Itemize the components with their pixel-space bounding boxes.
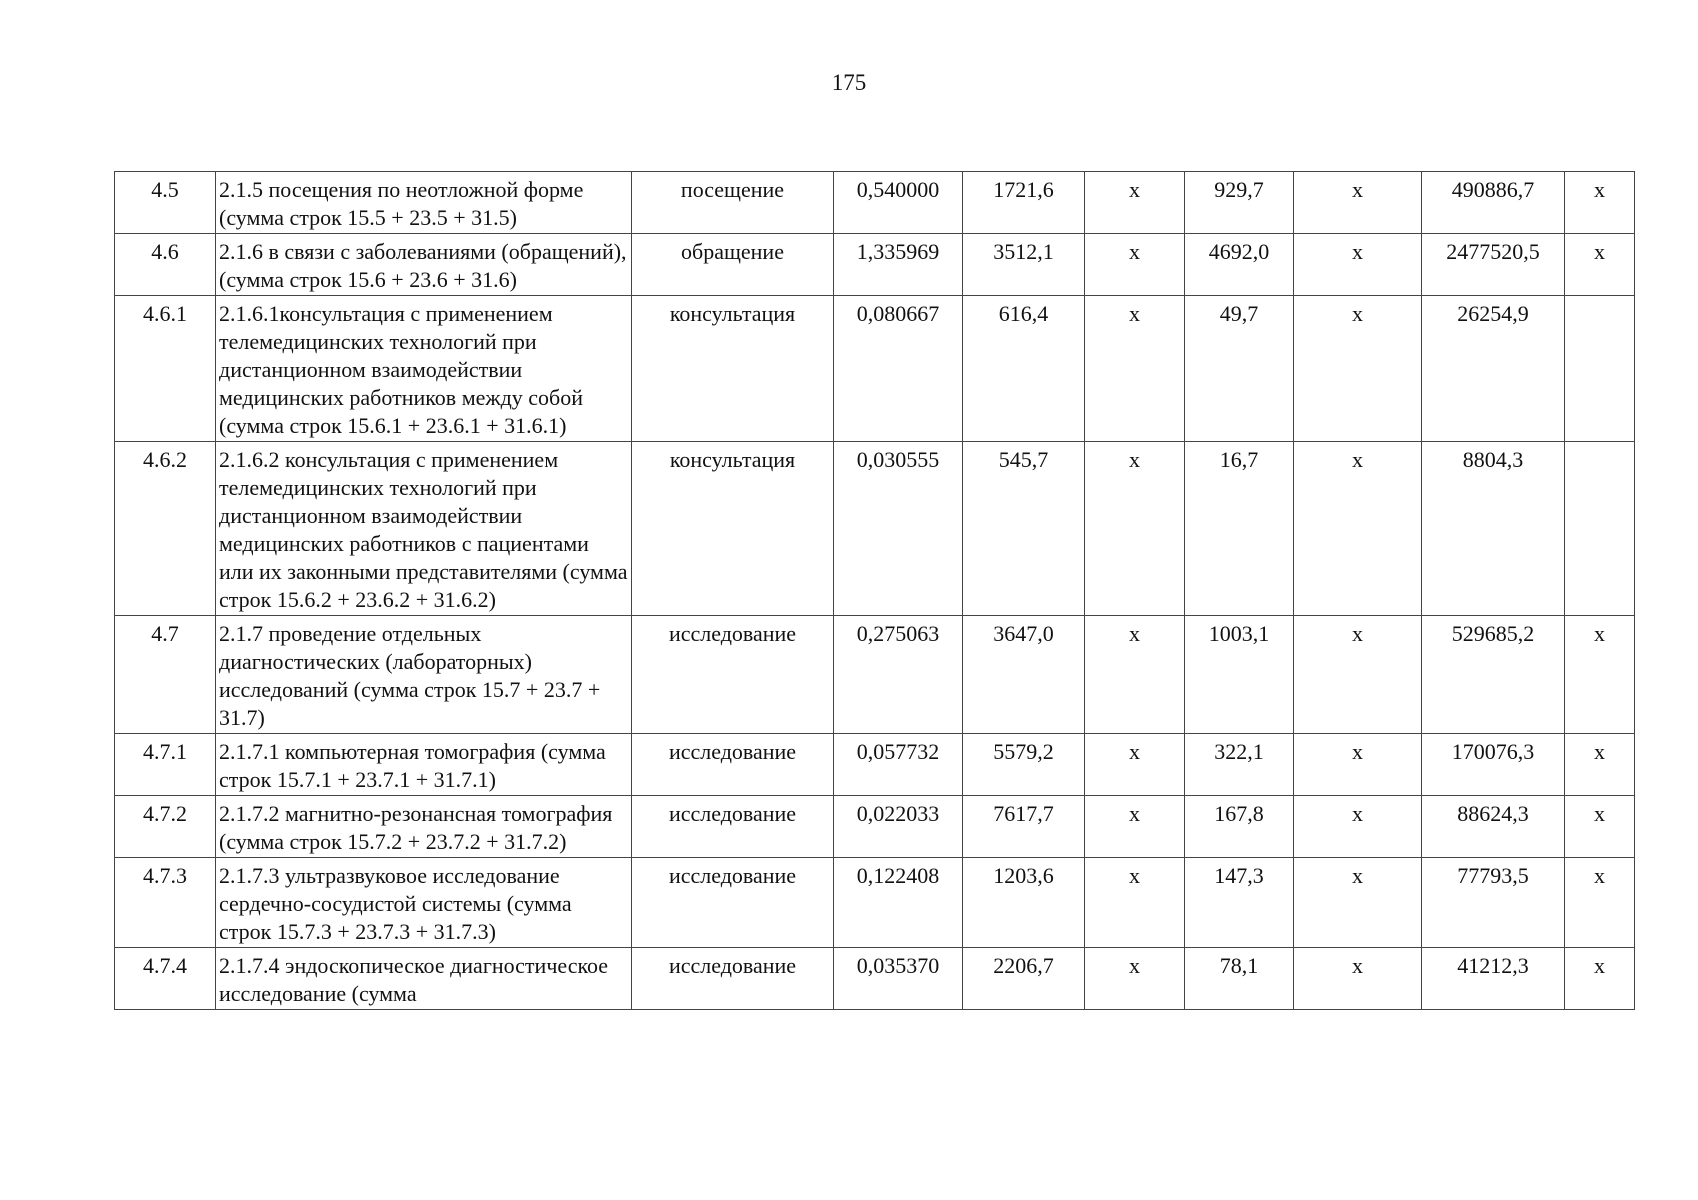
oms-total-cell: 170076,3 (1422, 734, 1565, 796)
row-number-cell: 4.5 (115, 172, 216, 234)
cost-cell: 1203,6 (963, 858, 1085, 948)
indicator-name-cell: 2.1.6 в связи с заболеваниями (обращений), (сумма строк 15.6 + 23.6 + 31.6) (216, 234, 632, 296)
cost-cell: 5579,2 (963, 734, 1085, 796)
budget-per-capita-cell: х (1085, 796, 1185, 858)
unit-cell: консультация (632, 296, 834, 442)
norm-cell: 0,057732 (834, 734, 963, 796)
budget-per-capita-cell: х (1085, 296, 1185, 442)
table-row (115, 734, 1635, 796)
oms-per-capita-cell: 322,1 (1185, 734, 1294, 796)
percent-cell (1565, 442, 1635, 616)
table-row (115, 858, 1635, 948)
budget-total-cell: х (1294, 296, 1422, 442)
oms-per-capita-cell: 167,8 (1185, 796, 1294, 858)
table-row (115, 234, 1635, 296)
cost-cell: 545,7 (963, 442, 1085, 616)
budget-per-capita-cell: х (1085, 234, 1185, 296)
table-row (115, 442, 1635, 616)
cost-cell: 1721,6 (963, 172, 1085, 234)
oms-total-cell: 88624,3 (1422, 796, 1565, 858)
cost-cell: 7617,7 (963, 796, 1085, 858)
oms-per-capita-cell: 16,7 (1185, 442, 1294, 616)
unit-cell: исследование (632, 796, 834, 858)
oms-total-cell: 490886,7 (1422, 172, 1565, 234)
oms-total-cell: 26254,9 (1422, 296, 1565, 442)
indicator-name-cell: 2.1.7.1 компьютерная томография (сумма строк 15.7.1 + 23.7.1 + 31.7.1) (216, 734, 632, 796)
budget-total-cell: х (1294, 734, 1422, 796)
oms-total-cell: 41212,3 (1422, 948, 1565, 1010)
percent-cell: х (1565, 172, 1635, 234)
percent-cell: х (1565, 616, 1635, 734)
row-number-cell: 4.6 (115, 234, 216, 296)
oms-per-capita-cell: 1003,1 (1185, 616, 1294, 734)
budget-per-capita-cell: х (1085, 616, 1185, 734)
cost-cell: 3512,1 (963, 234, 1085, 296)
oms-per-capita-cell: 929,7 (1185, 172, 1294, 234)
table-row (115, 172, 1635, 234)
budget-per-capita-cell: х (1085, 858, 1185, 948)
indicator-name-cell: 2.1.6.1консультация с применением телемедицинских технологий при дистанционном взаимодействии медицинских работников между собой (сумма строк 15.6.1 + 23.6.1 + 31.6.1) (216, 296, 632, 442)
budget-per-capita-cell: х (1085, 948, 1185, 1010)
row-number-cell: 4.7.3 (115, 858, 216, 948)
page-number: 175 (831, 70, 867, 95)
row-number-cell: 4.7.2 (115, 796, 216, 858)
table-body (115, 172, 1635, 1010)
budget-per-capita-cell: х (1085, 734, 1185, 796)
unit-cell: исследование (632, 616, 834, 734)
cost-cell: 2206,7 (963, 948, 1085, 1010)
unit-cell: исследование (632, 948, 834, 1010)
budget-total-cell: х (1294, 616, 1422, 734)
indicator-name-cell: 2.1.7 проведение отдельных диагностических (лабораторных) исследований (сумма строк 15.7 + 23.7 + 31.7) (216, 616, 632, 734)
unit-cell: посещение (632, 172, 834, 234)
unit-cell: обращение (632, 234, 834, 296)
oms-per-capita-cell: 147,3 (1185, 858, 1294, 948)
indicator-name-cell: 2.1.7.2 магнитно-резонансная томография (сумма строк 15.7.2 + 23.7.2 + 31.7.2) (216, 796, 632, 858)
oms-total-cell: 2477520,5 (1422, 234, 1565, 296)
budget-total-cell: х (1294, 172, 1422, 234)
norm-cell: 0,122408 (834, 858, 963, 948)
indicator-name-cell: 2.1.7.4 эндоскопическое диагностическое исследование (сумма (216, 948, 632, 1010)
indicator-name-cell: 2.1.6.2 консультация с применением телемедицинских технологий при дистанционном взаимодействии медицинских работников с пациентами или их законными представителями (сумма строк 15.6.2 + 23.6.2 + 31.6.2) (216, 442, 632, 616)
budget-per-capita-cell: х (1085, 172, 1185, 234)
oms-per-capita-cell: 49,7 (1185, 296, 1294, 442)
budget-per-capita-cell: х (1085, 442, 1185, 616)
norm-cell: 0,275063 (834, 616, 963, 734)
norm-cell: 0,540000 (834, 172, 963, 234)
percent-cell: х (1565, 734, 1635, 796)
percent-cell (1565, 296, 1635, 442)
budget-total-cell: х (1294, 858, 1422, 948)
oms-total-cell: 8804,3 (1422, 442, 1565, 616)
budget-total-cell: х (1294, 442, 1422, 616)
percent-cell: х (1565, 948, 1635, 1010)
table-row (115, 616, 1635, 734)
oms-total-cell: 529685,2 (1422, 616, 1565, 734)
budget-total-cell: х (1294, 796, 1422, 858)
cost-cell: 3647,0 (963, 616, 1085, 734)
table-row (115, 948, 1635, 1010)
indicator-name-cell: 2.1.7.3 ультразвуковое исследование сердечно-сосудистой системы (сумма строк 15.7.3 + 23.7.3 + 31.7.3) (216, 858, 632, 948)
norm-cell: 0,030555 (834, 442, 963, 616)
norm-cell: 0,022033 (834, 796, 963, 858)
cost-cell: 616,4 (963, 296, 1085, 442)
oms-per-capita-cell: 78,1 (1185, 948, 1294, 1010)
norm-cell: 0,035370 (834, 948, 963, 1010)
unit-cell: консультация (632, 442, 834, 616)
row-number-cell: 4.7.4 (115, 948, 216, 1010)
percent-cell: х (1565, 234, 1635, 296)
percent-cell: х (1565, 796, 1635, 858)
row-number-cell: 4.6.1 (115, 296, 216, 442)
unit-cell: исследование (632, 734, 834, 796)
oms-total-cell: 77793,5 (1422, 858, 1565, 948)
oms-per-capita-cell: 4692,0 (1185, 234, 1294, 296)
row-number-cell: 4.7.1 (115, 734, 216, 796)
row-number-cell: 4.7 (115, 616, 216, 734)
data-table (114, 171, 1635, 1010)
percent-cell: х (1565, 858, 1635, 948)
budget-total-cell: х (1294, 234, 1422, 296)
norm-cell: 0,080667 (834, 296, 963, 442)
norm-cell: 1,335969 (834, 234, 963, 296)
indicator-name-cell: 2.1.5 посещения по неотложной форме (сумма строк 15.5 + 23.5 + 31.5) (216, 172, 632, 234)
table-row (115, 296, 1635, 442)
table-row (115, 796, 1635, 858)
budget-total-cell: х (1294, 948, 1422, 1010)
row-number-cell: 4.6.2 (115, 442, 216, 616)
unit-cell: исследование (632, 858, 834, 948)
